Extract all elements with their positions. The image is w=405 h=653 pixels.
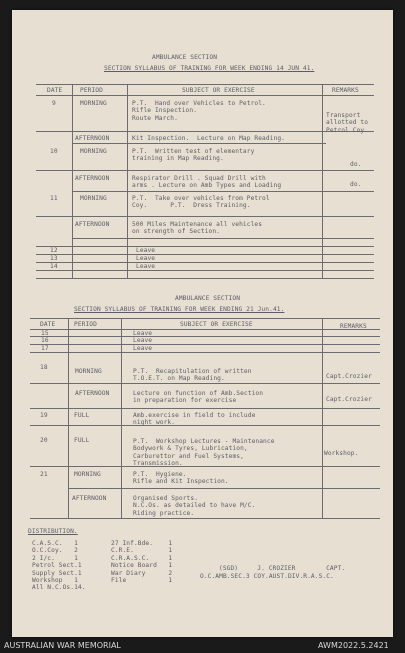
rule <box>36 278 374 279</box>
rule <box>36 216 374 217</box>
rule <box>30 408 380 409</box>
subject-cell: Amb.exercise in field to include night work. <box>133 412 256 427</box>
distribution-title: DISTRIBUTION. <box>28 528 78 535</box>
subject-cell: P.T. Take over vehicles from Petrol Coy. P.T. Dress Training. <box>132 195 270 210</box>
syllabus-heading-bottom: SECTION SYLLABUS OF TRAINING FOR WEEK ENDING 21 Jun.41. <box>74 306 285 313</box>
rule <box>36 254 374 255</box>
subject-cell: Leave <box>133 337 153 344</box>
subject-cell: Lecture on function of Amb.Section in preparation for exercise <box>133 390 264 405</box>
period-cell: AFTERNOON <box>75 175 110 182</box>
subject-cell: Leave <box>136 247 156 254</box>
date-cell: 18 <box>40 364 48 371</box>
signature-line: (SGD) J. CROZIER CAPT. <box>219 565 346 572</box>
date-cell: 11 <box>50 195 58 202</box>
syllabus-heading-top: SECTION SYLLABUS OF TRAINING FOR WEEK ENDING 14 JUN 41. <box>104 65 315 72</box>
column-header-period: PERIOD <box>74 321 97 328</box>
subject-cell: Leave <box>136 263 156 270</box>
column-header-subject: SUBJECT OR EXERCISE <box>182 87 255 94</box>
date-cell: 19 <box>40 412 48 419</box>
date-cell: 15 <box>41 330 49 337</box>
period-cell: MORNING <box>80 100 107 107</box>
rule <box>30 336 380 337</box>
remarks-cell: do. <box>350 181 362 188</box>
column-header-remarks: REMARKS <box>340 323 367 330</box>
subject-cell: Leave <box>136 255 156 262</box>
rule <box>72 238 374 239</box>
rule <box>322 318 323 518</box>
period-cell: AFTERNOON <box>75 221 110 228</box>
rule <box>36 262 374 263</box>
rule <box>36 170 374 171</box>
rule <box>30 344 380 345</box>
rule <box>30 318 380 319</box>
period-cell: MORNING <box>74 471 101 478</box>
unit-title-bottom: AMBULANCE SECTION <box>175 295 241 302</box>
period-cell: AFTERNOON <box>75 135 110 142</box>
rule <box>30 518 380 519</box>
remarks-cell: do. <box>350 161 362 168</box>
rule <box>36 270 374 271</box>
subject-cell: P.T. Workshop Lectures - Maintenance Bodywork & Tyres, Lubrication, Carburettor and Fuel Systems, Transmission. <box>133 438 275 468</box>
rule <box>121 318 122 518</box>
date-cell: 16 <box>41 337 49 344</box>
rule <box>36 131 374 132</box>
distribution-list-1: C.A.S.C. 1 O.C.Coy. 2 2 I/c. 1 Petrol Sect.1 Supply Sect.1 Workshop 1 All N.C.Os.14. <box>32 540 86 592</box>
period-cell: FULL <box>74 437 90 444</box>
rule <box>72 191 374 192</box>
rule <box>72 84 73 278</box>
date-cell: 12 <box>50 247 58 254</box>
column-header-period: PERIOD <box>80 87 103 94</box>
rule <box>68 318 69 518</box>
footer-accession-number: AWM2022.5.2421 <box>318 641 389 650</box>
period-cell: AFTERNOON <box>75 390 110 397</box>
remarks-cell: Transport allotted to Petrol Coy. <box>326 112 369 134</box>
subject-cell: Leave <box>133 345 153 352</box>
rule <box>36 84 374 85</box>
period-cell: MORNING <box>80 148 107 155</box>
date-cell: 10 <box>50 148 58 155</box>
footer-credit: AUSTRALIAN WAR MEMORIAL <box>4 641 121 650</box>
date-cell: 21 <box>40 471 48 478</box>
rule <box>36 95 374 96</box>
subject-cell: P.T. Hygiene. Rifle and Kit Inspection. <box>133 471 229 486</box>
distribution-list-2: 27 Inf.Bde. 1 C.R.E. 1 C.R.A.S.C. 1 Notice Board 1 War Diary 2 File 1 <box>111 540 173 585</box>
column-header-remarks: REMARKS <box>332 87 359 94</box>
rule <box>30 329 380 330</box>
rule <box>322 84 323 278</box>
date-cell: 20 <box>40 437 48 444</box>
column-header-subject: SUBJECT OR EXERCISE <box>180 321 253 328</box>
rule <box>68 488 380 489</box>
subject-cell: Kit Inspection. Lecture on Map Reading. <box>132 135 286 142</box>
column-header-date: DATE <box>40 321 56 328</box>
date-cell: 14 <box>50 263 58 270</box>
subject-cell: P.T. Recapitulation of written T.O.E.T. on Map Reading. <box>133 368 252 383</box>
document-page <box>12 10 393 637</box>
signature-title: O.C.AMB.SEC.3 COY.AUST.DIV.R.A.S.C. <box>200 573 334 580</box>
period-cell: MORNING <box>75 368 102 375</box>
subject-cell: P.T. Written test of elementary training in Map Reading. <box>132 148 255 163</box>
rule <box>72 143 326 144</box>
period-cell: AFTERNOON <box>72 495 107 502</box>
date-cell: 13 <box>50 255 58 262</box>
date-cell: 9 <box>52 100 56 107</box>
rule <box>127 84 128 278</box>
subject-cell: Organised Sports. N.C.Os. as detailed to have M/C. Riding practice. <box>133 495 256 517</box>
column-header-date: DATE <box>47 87 63 94</box>
remarks-cell: Capt.Crozier <box>326 396 372 403</box>
subject-cell: Respirator Drill . Squad Drill with arms . Lecture on Amb Types and Loading <box>132 175 282 190</box>
remarks-cell: Workshop. <box>324 450 359 457</box>
rule <box>30 352 380 353</box>
subject-cell: P.T. Hand over Vehicles to Petrol. Rifle Inspection. Route March. <box>132 100 266 122</box>
subject-cell: 500 Miles Maintenance all vehicles on strength of Section. <box>132 221 263 236</box>
rule <box>30 383 380 384</box>
rule <box>36 246 374 247</box>
unit-title-top: AMBULANCE SECTION <box>152 54 218 61</box>
subject-cell: Leave <box>133 330 153 337</box>
date-cell: 17 <box>41 345 49 352</box>
period-cell: FULL <box>74 412 90 419</box>
remarks-cell: Capt.Crozier <box>326 373 372 380</box>
period-cell: MORNING <box>80 195 107 202</box>
